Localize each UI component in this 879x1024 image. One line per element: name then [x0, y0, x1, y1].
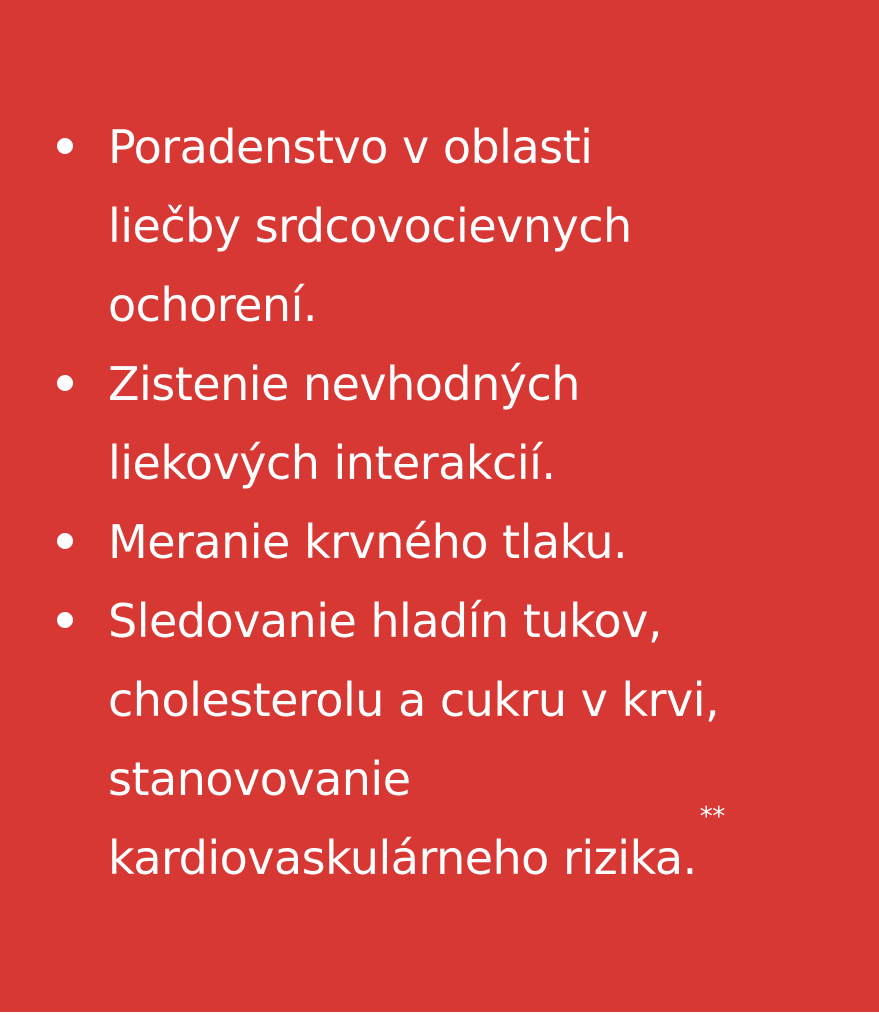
list-item-text: Zistenie nevhodných liekových interakcií. — [108, 357, 580, 490]
bullet-icon — [57, 612, 73, 628]
bullet-icon — [57, 375, 73, 391]
list-item-text-main: Sledovanie hladín tukov, cholesterolu a cukru v krvi, stanovovanie kardiovaskulárneho rizika. — [108, 594, 720, 885]
bullet-icon — [57, 138, 73, 154]
list-item — [57, 503, 847, 582]
bullet-icon — [57, 533, 73, 549]
list-item-text — [108, 582, 847, 898]
list-item — [57, 108, 847, 345]
service-list — [57, 108, 847, 898]
list-item — [57, 345, 847, 503]
list-item — [57, 582, 847, 898]
list-item-text: Poradenstvo v oblasti liečby srdcovocievnych ochorení. — [108, 120, 632, 332]
footnote-marker: ** — [699, 802, 725, 832]
list-item-text: Meranie krvného tlaku. — [108, 515, 628, 569]
